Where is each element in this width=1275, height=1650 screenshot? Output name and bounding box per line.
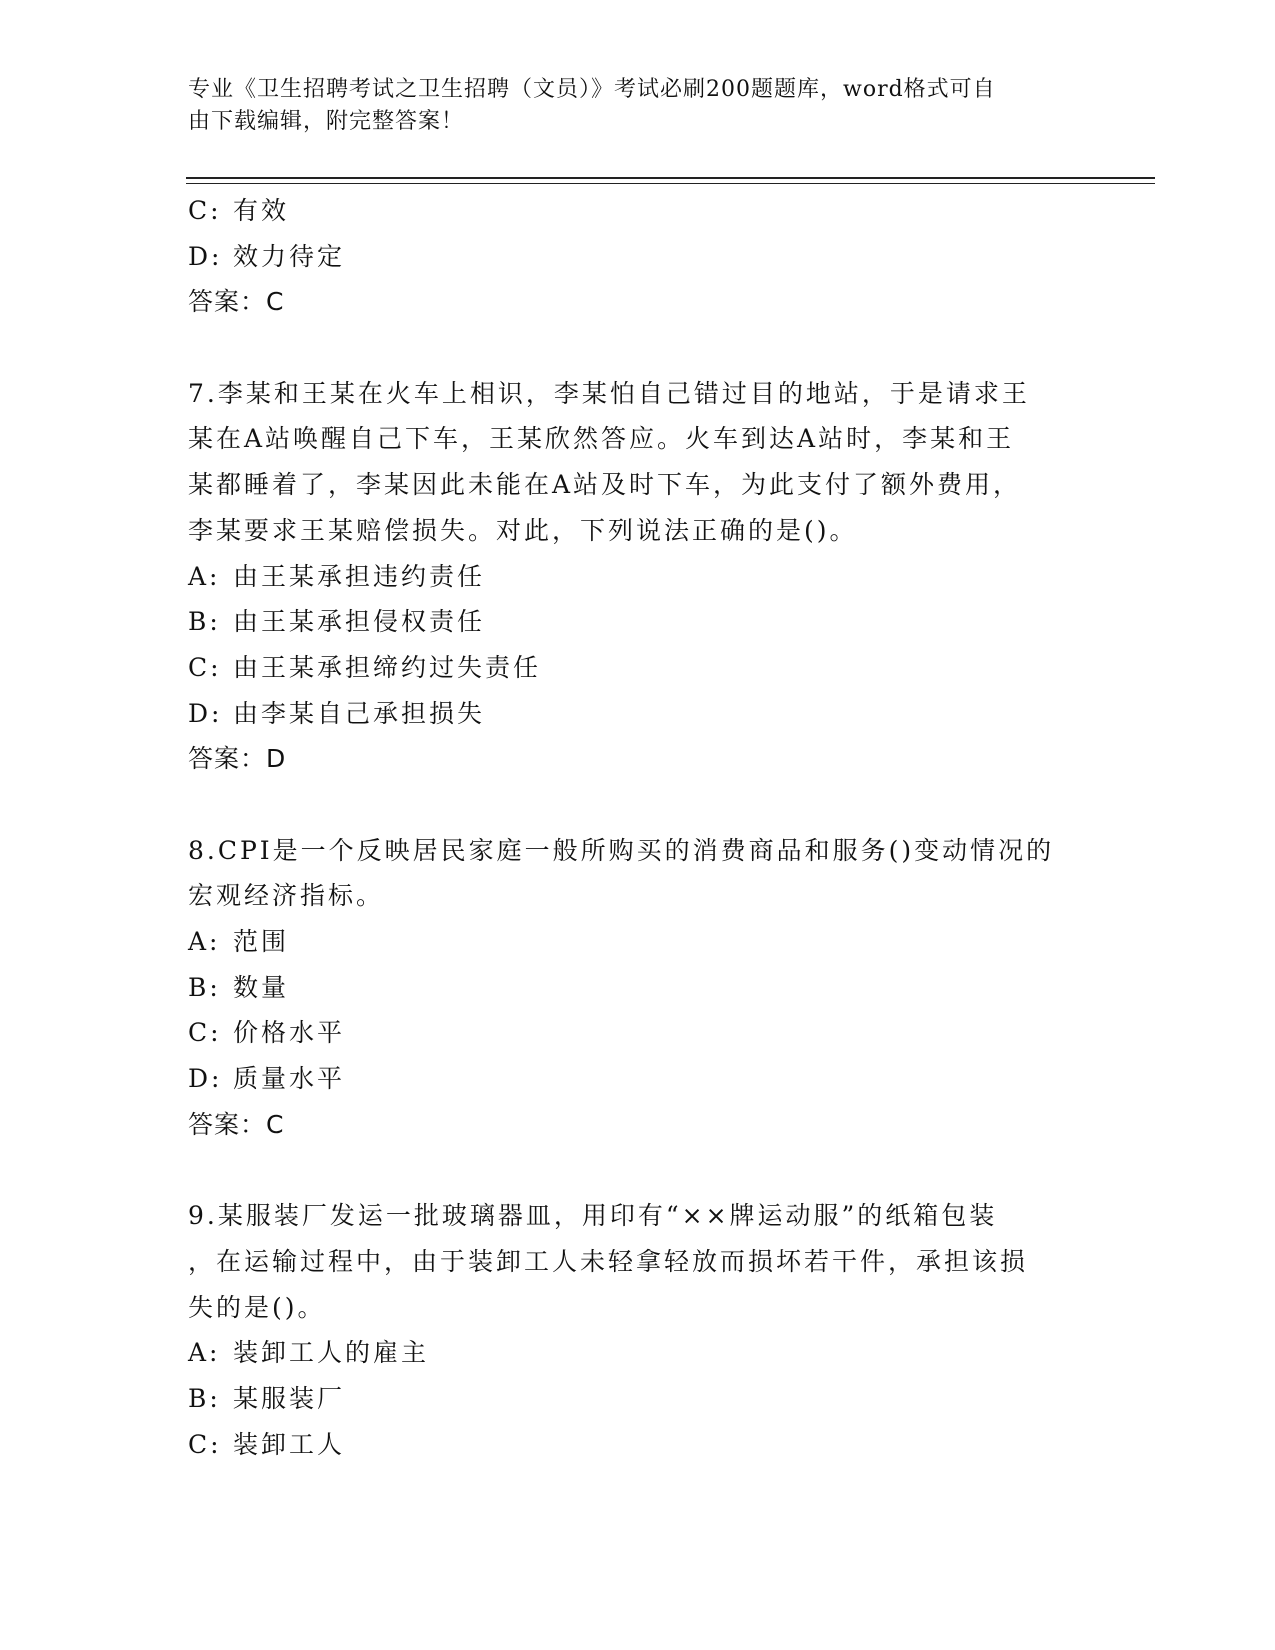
question-7 — [188, 371, 1088, 782]
option-a — [188, 919, 1088, 965]
option-text: 效力待定 — [233, 241, 346, 271]
header-divider-thin — [186, 183, 1155, 184]
header-line-1: 专业《卫生招聘考试之卫生招聘（文员）》考试必刷200题题库，word格式可自 — [188, 77, 996, 102]
answer: 答案：C — [188, 1109, 285, 1139]
answer: 答案：C — [188, 287, 285, 317]
question-8 — [188, 828, 1088, 1148]
question-text-line: 8.CPI是一个反映居民家庭一般所购买的消费商品和服务()变动情况的 — [188, 835, 1055, 865]
option-key: C: — [188, 1018, 222, 1048]
option-key: C: — [188, 196, 222, 225]
option-key: D: — [188, 241, 223, 271]
option-c — [188, 645, 1088, 691]
option-text: 由李某自己承担损失 — [233, 698, 486, 728]
spacer — [188, 1147, 1088, 1193]
page-header — [188, 74, 1068, 138]
option-key: D: — [188, 698, 223, 728]
question-text-line: 某都睡着了，李某因此未能在A站及时下车，为此支付了额外费用， — [188, 470, 1022, 500]
option-text: 由王某承担缔约过失责任 — [233, 652, 542, 682]
spacer — [188, 782, 1088, 828]
option-key: A: — [188, 561, 221, 591]
option-text: 某服装厂 — [233, 1383, 346, 1413]
answer: 答案：D — [188, 744, 287, 774]
option-text: 价格水平 — [233, 1018, 346, 1048]
option-text: 装卸工人 — [233, 1429, 346, 1459]
option-key: B: — [188, 1383, 221, 1413]
question-text-line: ，在运输过程中，由于装卸工人未轻拿轻放而损坏若干件，承担该损 — [188, 1246, 1029, 1276]
option-key: A: — [188, 927, 221, 956]
option-key: B: — [188, 607, 221, 637]
option-c — [188, 188, 1088, 234]
option-b — [188, 965, 1088, 1011]
question-9 — [188, 1193, 1088, 1467]
option-text: 有效 — [233, 196, 290, 225]
header-line-2: 由下载编辑，附完整答案！ — [188, 109, 465, 134]
spacer — [188, 325, 1088, 371]
option-key: C: — [188, 652, 222, 682]
option-key: B: — [188, 972, 221, 1002]
option-key: D: — [188, 1064, 223, 1094]
option-d — [188, 234, 1088, 280]
question-text-line: 宏观经济指标。 — [188, 881, 385, 911]
option-text: 数量 — [233, 972, 290, 1002]
option-d — [188, 691, 1088, 737]
option-text: 由王某承担侵权责任 — [233, 607, 486, 637]
question-text-line: 9.某服装厂发运一批玻璃器皿，用印有“××牌运动服”的纸箱包装 — [188, 1201, 998, 1231]
option-b — [188, 1376, 1088, 1422]
question-text-line: 7.李某和王某在火车上相识，李某怕自己错过目的地站，于是请求王 — [188, 378, 1030, 408]
question-text-line: 失的是()。 — [188, 1292, 326, 1322]
option-key: C: — [188, 1429, 222, 1459]
option-text: 范围 — [233, 927, 290, 956]
option-b — [188, 599, 1088, 645]
option-text: 由王某承担违约责任 — [233, 561, 486, 591]
option-a — [188, 554, 1088, 600]
option-c — [188, 1422, 1088, 1468]
option-c — [188, 1010, 1088, 1056]
question-text-line: 李某要求王某赔偿损失。对此，下列说法正确的是()。 — [188, 515, 858, 545]
option-text: 质量水平 — [233, 1064, 346, 1094]
question-content — [188, 188, 1088, 1467]
option-text: 装卸工人的雇主 — [233, 1338, 430, 1368]
question-text-line: 某在A站唤醒自己下车，王某欣然答应。火车到达A站时，李某和王 — [188, 424, 1015, 454]
question-6-tail — [188, 188, 1088, 325]
option-key: A: — [188, 1338, 221, 1368]
header-divider-thick — [186, 177, 1155, 179]
option-a — [188, 1330, 1088, 1376]
option-d — [188, 1056, 1088, 1102]
